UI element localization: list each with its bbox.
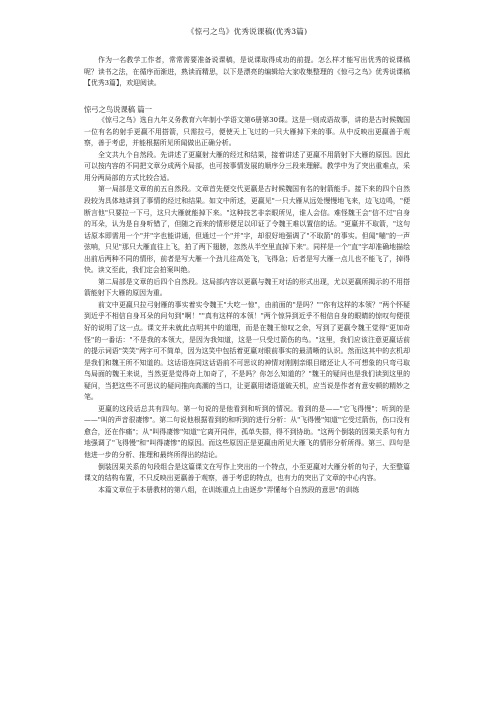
section-heading: 惊弓之鸟说课稿 篇一 <box>84 104 152 114</box>
document-title: 《惊弓之鸟》优秀说课稿(优秀3篇) <box>186 27 308 36</box>
body-paragraph-2: 全文共九个自然段。先讲述了更羸射大雁的经过和结果，接着讲述了更羸不用箭射下大雁的原因。因此可以按内容的不同把文章分成两个局部，也可按事情发展的顺序分三段来理解。教学中为了突出重难点，采用分两局部的方式比较合适。 <box>84 150 410 182</box>
body-paragraph-1: 《惊弓之鸟》选自九年义务教育六年制小学语文第6册第30课。这是一则成语故事，讲的是古时候魏国一位有名的射手更羸不用搭箭，只需拉弓，便使天上飞过的一只大雁掉下来的事。从中反映出更羸善于观察，善于考虑，并能根据所见所闻做出正确分析。 <box>84 116 410 148</box>
intro-paragraph: 作为一名教学工作者，常常需要准备说课稿，是说课取得成功的前提。怎么样才能写出优秀的说课稿呢？读书之法，在循序而渐进，熟读而精思，以下是漂亮的编辑给大家收集整理的《惊弓之鸟》优秀说课稿【优秀3篇】，欢迎阅读。 <box>84 56 410 88</box>
body-paragraph-6: 更羸的这段话总共有四句。第一句说的是他看到和听到的情况。看到的是——"它飞得慢"；听到的是——"叫的声音很凄惨"。第二句说他根据看到的和听到的进行分析：从"飞得慢"知道"它受过箭伤，伤口没有愈合，还在作痛"；从"叫得凄惨"知道"它离开同伴，孤单失群，得不到协助。"这两个倒装的因果关系句有力地强调了"飞得慢"和"叫得凄惨"的原因。而这些原因正是更羸由所见大雁飞的情形分析所得。第三、四句是他进一步的分析、推理和最终所得出的结论。 <box>84 404 410 459</box>
body-paragraph-5: 前文中更羸只拉弓射雁的事实着实令魏王"大吃一惊"，由前面的"是吗？""你有这样的本领？"两个怀疑到近乎不相信自身耳朵的问句到"啊！""真有这样的本领！"两个惊异到近乎不相信自身的眼睛的惊叹句便很好的说明了这一点。课文并未就此点明其中的道理，而是在魏王惊叹之余，写到了更羸令魏王觉得"更加奇怪"的一番话："不是我的本领大，是因为我知道，这是一只受过箭伤的鸟。"这里，我们应该注意更羸话前的提示词语"笑笑"两字可不简单，因为这笑中包括着更羸对眼前事实的最清晰的认识。然而这其中的玄机却是我们和魏王所不知道的。这话语连同这话语前不可思议的神情对刚刚亲眼目睹还让人不可想象的只弯弓取鸟局面的魏王来说，当然更是觉得奇上加奇了，不是吗？你怎么知道的？"魏王的疑问也是我们读到这里的疑问，当把这些不可思议的疑问推向高潮的当口，让更羸用诸语道破天机，应当说是作者有意安顿的精妙之笔。 <box>84 300 410 402</box>
body-paragraph-7: 倒装因果关系的句段组合是这篇课文在写作上突出的一个特点，小至更羸对大雁分析的句子，大至整篇课文的结构布置，不只反映出更羸善于观察，善于考虑的特点，也有力的突出了文章的中心内容。 <box>84 462 410 483</box>
body-paragraph-3: 第一局部是文章的前五自然段。文章首先便交代更羸是古时候魏国有名的射箭能手。接下来的四个自然段较为具体地讲到了事情的经过和结果。如文中所述，更羸见"一只大雁从远处慢慢地飞来，边飞边鸣，"便断言他"只要拉一下弓，这只大雁就能掉下来。"这种技艺非亲眼所见，谁人会信。难怪魏王会"信不过"自身的耳朵，认为是自身听错了，但随之而来的情形便足以印证了令魏王难以置信的话。"更羸并不取箭，"这句话原本即需用一个"并"字也能讲通，但通过一个"并"字，却很好地强调了"不取箭"的事实。但闻"嘣"的一声弦响，只见"那只大雁直往上飞，拍了两下翅膀，忽然从半空里直掉下来"。同样是一个"直"字却准确地描绘出前后两种不同的情形，前者是写大雁一个劲儿往高处飞，飞得急；后者是写大雁一点儿也不能飞了，掉得快。读文至此，我们定会拍案叫绝。 <box>84 185 410 275</box>
body-paragraph-4: 第二局部是文章的后四个自然段。这局部内容以更羸与魏王对话的形式出现，尤以更羸所揭示的不用搭箭能射下大雁的原因为重。 <box>84 277 410 298</box>
body-paragraph-8: 本篇文章位于本册教材的第八组，在训练重点上由逐步"弄懂每个自然段的意思"的训练 <box>98 485 360 494</box>
